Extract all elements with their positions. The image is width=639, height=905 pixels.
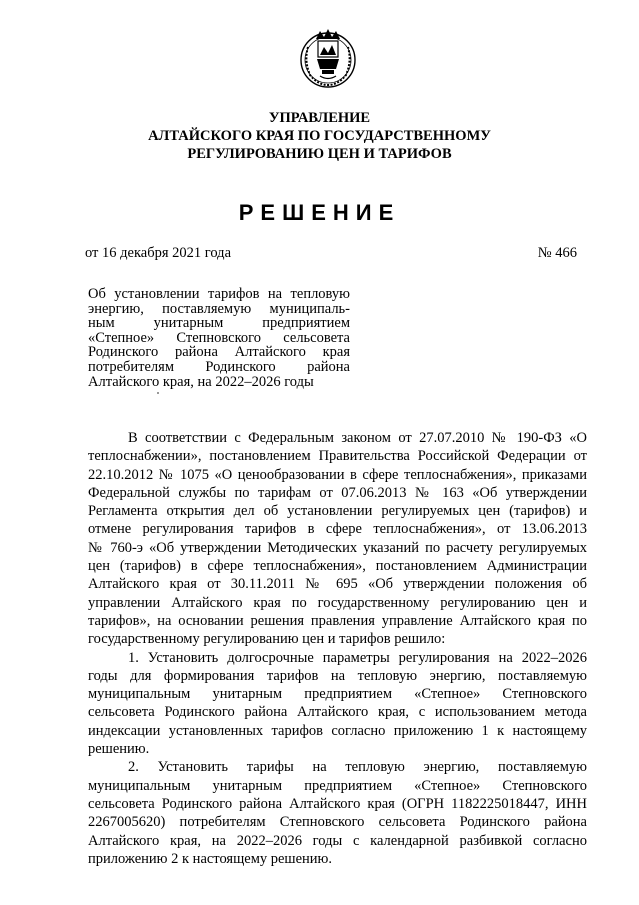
subject-line: Родинского района Алтайского края bbox=[88, 344, 350, 361]
scan-dot bbox=[157, 392, 159, 394]
document-date: от 16 декабря 2021 года bbox=[85, 245, 231, 261]
coat-of-arms-emblem bbox=[298, 27, 358, 89]
subject-line: Алтайского края, на 2022–2026 годы bbox=[88, 373, 314, 390]
subject-line: энергию, поставляемую муниципаль- bbox=[88, 300, 350, 317]
subject-line: Об установлении тарифов на тепловую bbox=[88, 286, 350, 302]
body-line: сельсовета Родинского района Алтайского края, с использованием метода bbox=[88, 704, 587, 721]
body-line: цен (тарифов) в сфере теплоснабжения», постановлением Администрации bbox=[88, 558, 587, 575]
body-line: сельсовета Родинского района Алтайского края (ОГРН 1182225018447, ИНН bbox=[88, 795, 587, 812]
body-line: приложению 2 к настоящему решению. bbox=[88, 850, 333, 867]
body-line: 2267005620) потребителям Степновского сельсовета Родинского района bbox=[88, 814, 587, 831]
body-line: Регламента открытия дел об установлении регулируемых цен (тарифов) и bbox=[88, 503, 587, 520]
body-line: 1. Установить долгосрочные параметры регулирования на 2022–2026 bbox=[128, 649, 587, 666]
header-line-3: РЕГУЛИРОВАНИЮ ЦЕН И ТАРИФОВ bbox=[187, 146, 452, 162]
subject-line: ным унитарным предприятием bbox=[88, 315, 350, 332]
body-line: 22.10.2012 № 1075 «О ценообразовании в сфере теплоснабжения», приказами bbox=[88, 466, 587, 483]
body-line: Алтайского края, на 2022–2026 годы с календарной разбивкой согласно bbox=[88, 832, 587, 849]
header-line-1: УПРАВЛЕНИЕ bbox=[268, 110, 371, 126]
body-line: В соответствии с Федеральным законом от 27.07.2010 № 190-ФЗ «О bbox=[128, 430, 587, 446]
body-line: № 760-э «Об утверждении Методических указаний по расчету регулируемых bbox=[88, 539, 587, 556]
body-line: теплоснабжении», постановлением Правительства Российской Федерации от bbox=[88, 448, 587, 465]
body-line: индексации установленных тарифов согласно приложению 1 к настоящему bbox=[88, 722, 587, 739]
issuer-header bbox=[0, 109, 639, 163]
body-line: Федеральной службы по тарифам от 07.06.2013 № 163 «Об утверждении bbox=[88, 484, 587, 501]
document-subject bbox=[88, 287, 350, 389]
body-line: муниципальным унитарным предприятием «Степное» Степновского bbox=[88, 777, 587, 794]
body-line: управлении Алтайского края по государственному регулированию цен и bbox=[88, 594, 587, 611]
document-body bbox=[88, 429, 587, 868]
body-line: 2. Установить тарифы на тепловую энергию, поставляемую bbox=[128, 759, 587, 776]
subject-line: «Степное» Степновского сельсовета bbox=[88, 329, 350, 346]
body-line: муниципальным унитарным предприятием «Степное» Степновского bbox=[88, 686, 587, 703]
document-number: № 466 bbox=[537, 245, 577, 261]
body-line: отмене регулирования тарифов в сфере теплоснабжения», от 13.06.2013 bbox=[88, 521, 587, 538]
subject-line: потребителям Родинского района bbox=[88, 358, 350, 375]
body-line: тарифов», на основании решения правления управление Алтайского края по bbox=[88, 612, 587, 629]
body-line: годы для формирования тарифов на тепловую энергию, поставляемую bbox=[88, 667, 587, 684]
document-title: РЕШЕНИЕ bbox=[238, 200, 401, 225]
body-line: решению. bbox=[88, 741, 150, 758]
header-line-2: АЛТАЙСКОГО КРАЯ ПО ГОСУДАРСТВЕННОМУ bbox=[148, 128, 491, 144]
body-line: Алтайского края от 30.11.2011 № 695 «Об утверждении положения об bbox=[88, 576, 587, 593]
body-line: государственному регулированию цен и тарифов решило: bbox=[88, 631, 446, 648]
